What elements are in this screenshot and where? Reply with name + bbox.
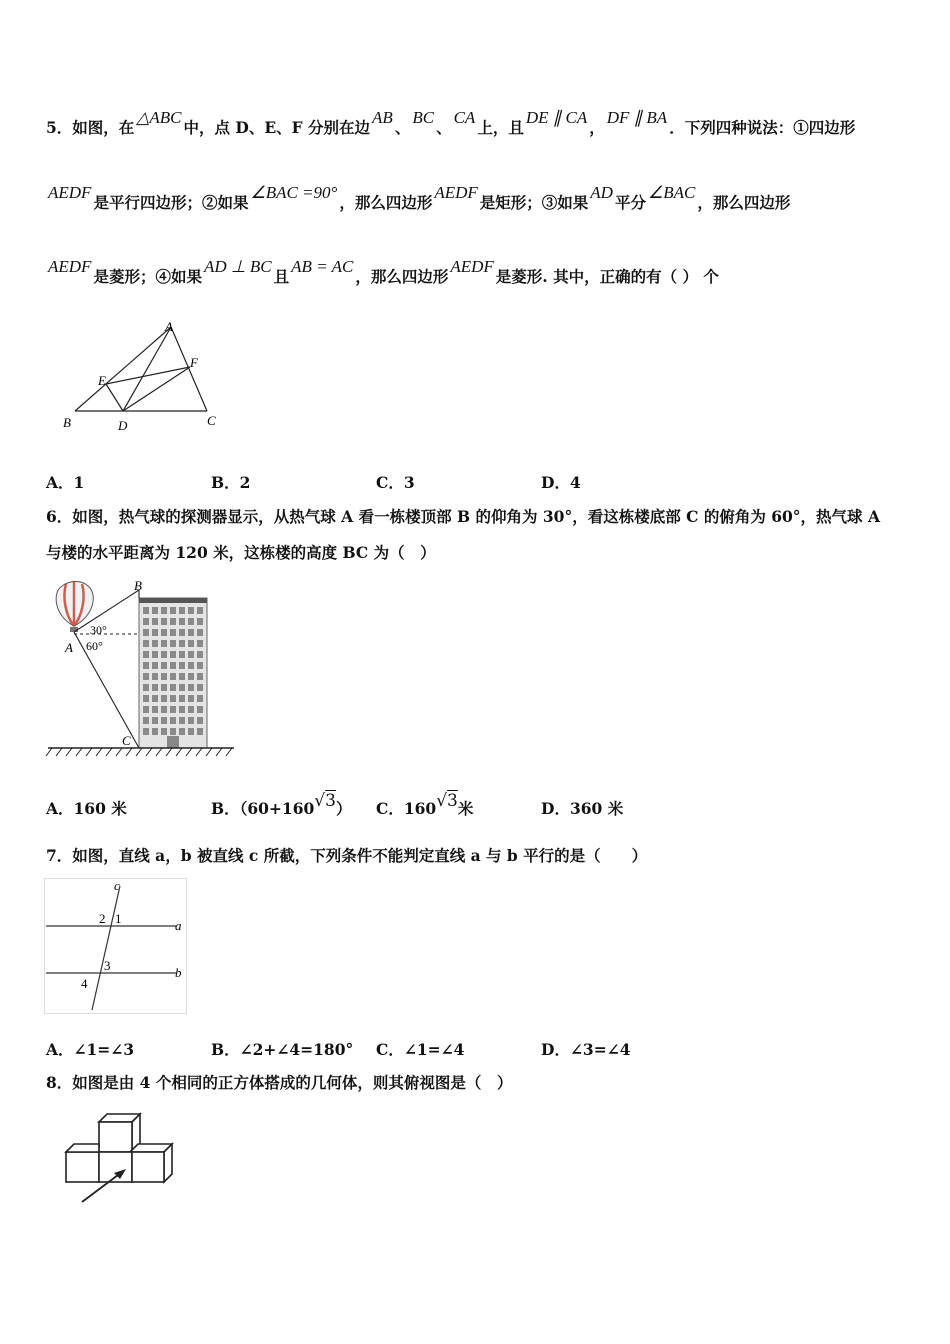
angle-label-2: 2	[99, 911, 106, 926]
building-window	[197, 728, 203, 735]
building-window	[152, 662, 158, 669]
option-b[interactable]: B．∠2+∠4=180°	[211, 1040, 354, 1059]
text: ，那么四边形	[697, 193, 791, 212]
text: C．160	[376, 799, 437, 818]
math: ∠BAC	[647, 183, 696, 202]
building-window	[161, 662, 167, 669]
q7-parallel-lines-figure	[44, 878, 189, 1016]
building-window	[170, 640, 176, 647]
building-window	[170, 706, 176, 713]
building-window	[152, 640, 158, 647]
text: 是菱形. 其中，正确的有（ ） 个	[495, 267, 719, 286]
q5-line-1	[46, 108, 856, 138]
text: 、	[394, 118, 411, 137]
angle-label-1: 1	[115, 911, 122, 926]
building-window	[188, 673, 194, 680]
math: DE ∥ CA	[525, 108, 588, 127]
building-window	[197, 607, 203, 614]
text: ，那么四边形	[339, 193, 433, 212]
building-window	[170, 618, 176, 625]
option-d[interactable]: D．∠3=∠4	[541, 1040, 631, 1059]
q5-line-3	[46, 257, 719, 287]
q5-triangle-figure	[55, 315, 235, 435]
building-window	[197, 651, 203, 658]
ground-hatch	[156, 748, 162, 756]
building-window	[143, 684, 149, 691]
math: DF ∥ BA	[606, 108, 668, 127]
building-window	[161, 618, 167, 625]
text: 5．如图，在	[46, 118, 135, 137]
building-window	[179, 717, 185, 724]
ground-hatch	[96, 748, 102, 756]
building-window	[179, 728, 185, 735]
option-a[interactable]: A．1	[46, 473, 85, 492]
building-window	[161, 651, 167, 658]
building-window	[170, 695, 176, 702]
building-window	[188, 629, 194, 636]
math: AB = AC	[291, 257, 354, 276]
text: 、	[436, 118, 452, 137]
text: 是矩形；③如果	[479, 193, 589, 212]
building-window	[179, 607, 185, 614]
building-window	[143, 629, 149, 636]
building-window	[161, 629, 167, 636]
building-window	[161, 607, 167, 614]
building-window	[179, 695, 185, 702]
math: ∠BAC =90°	[250, 183, 338, 202]
building-window	[152, 728, 158, 735]
ground-hatch	[196, 748, 202, 756]
building-window	[179, 673, 185, 680]
building-window	[152, 706, 158, 713]
text: 米	[457, 799, 474, 818]
building-window	[197, 717, 203, 724]
text: 上，且	[477, 118, 524, 137]
text: ）	[335, 799, 352, 818]
building-window	[179, 629, 185, 636]
building-window	[143, 728, 149, 735]
building-window	[188, 607, 194, 614]
building-window	[188, 706, 194, 713]
building-window	[161, 640, 167, 647]
q6-balloon-building-figure	[44, 578, 244, 763]
building-window	[170, 651, 176, 658]
text: 是平行四边形；②如果	[93, 193, 249, 212]
building-window	[161, 706, 167, 713]
option-c[interactable]	[376, 791, 474, 819]
text: B．（60+160	[211, 799, 315, 818]
building-window	[143, 662, 149, 669]
building-window	[179, 706, 185, 713]
building-window	[197, 673, 203, 680]
building-window	[179, 618, 185, 625]
math: AB	[372, 108, 393, 127]
building-window	[188, 618, 194, 625]
building-window	[143, 673, 149, 680]
sqrt-symbol: √3	[436, 791, 458, 811]
angle-60-label: 60°	[86, 639, 103, 653]
ground-hatch	[186, 748, 192, 756]
ground-hatch	[116, 748, 122, 756]
ground-hatch	[146, 748, 152, 756]
sqrt-symbol: √3	[314, 791, 336, 811]
building	[139, 598, 207, 748]
building-window	[152, 607, 158, 614]
q7-line-1: 7．如图，直线 a，b 被直线 c 所截，下列条件不能判定直线 a 与 b 平行的是（ ）	[46, 846, 648, 865]
ground-hatch	[206, 748, 212, 756]
building-window	[143, 640, 149, 647]
math: CA	[453, 108, 476, 127]
label-d: D	[118, 418, 128, 433]
ground-hatch	[216, 748, 222, 756]
building-window	[188, 684, 194, 691]
building-window	[152, 717, 158, 724]
q5-line-2	[46, 183, 791, 213]
ground-hatch	[136, 748, 142, 756]
building-window	[188, 728, 194, 735]
label-c: C	[207, 413, 216, 428]
building-window	[152, 673, 158, 680]
math: AD ⊥ BC	[203, 257, 272, 276]
text: ．下列四种说法：①四边形	[669, 118, 856, 137]
building-window	[197, 706, 203, 713]
ground-hatch	[106, 748, 112, 756]
radicand: 3	[447, 791, 458, 811]
ground-hatch	[226, 748, 232, 756]
building-window	[188, 651, 194, 658]
label-a: A	[165, 319, 173, 334]
math: △ABC	[136, 108, 182, 127]
option-d[interactable]: D．360 米	[541, 799, 624, 818]
building-window	[197, 618, 203, 625]
text: 平分	[614, 193, 646, 212]
angle-label-4: 4	[81, 976, 88, 991]
option-c[interactable]: C．3	[376, 473, 415, 492]
building-window	[161, 673, 167, 680]
option-b[interactable]	[211, 791, 352, 819]
angle-30-label: 30°	[90, 623, 107, 637]
q6-line-2: 与楼的水平距离为 120 米，这栋楼的高度 BC 为（ ）	[46, 543, 436, 562]
building-window	[161, 684, 167, 691]
label-f: F	[190, 355, 198, 370]
option-b[interactable]: B．2	[211, 473, 251, 492]
building-window	[197, 629, 203, 636]
ground-hatch	[76, 748, 82, 756]
building-window	[152, 695, 158, 702]
building-window	[179, 651, 185, 658]
building-window	[170, 717, 176, 724]
building-window	[152, 618, 158, 625]
building-window	[161, 728, 167, 735]
ground-hatch	[126, 748, 132, 756]
building-window	[143, 618, 149, 625]
math: AEDF	[434, 183, 478, 202]
text: ，	[589, 118, 605, 137]
ground-hatch	[46, 748, 52, 756]
building-window	[152, 684, 158, 691]
angle-label-3: 3	[104, 958, 111, 973]
option-a[interactable]: A．∠1=∠3	[46, 1040, 135, 1059]
building-window	[197, 684, 203, 691]
ground-hatch	[66, 748, 72, 756]
q6-line-1: 6．如图，热气球的探测器显示，从热气球 A 看一栋楼顶部 B 的仰角为 30°，看这栋楼底部 C 的俯角为 60°，热气球 A	[46, 507, 880, 526]
label-e: E	[98, 373, 106, 388]
building-window	[170, 673, 176, 680]
ground-hatch	[176, 748, 182, 756]
math: AEDF	[48, 183, 92, 202]
building-window	[179, 640, 185, 647]
math: AEDF	[450, 257, 494, 276]
building-window	[170, 728, 176, 735]
building-window	[161, 717, 167, 724]
building-window	[197, 640, 203, 647]
building-window	[179, 684, 185, 691]
building-window	[188, 695, 194, 702]
text: 中，点 D、E、F 分别在边	[183, 118, 371, 137]
text: 且	[273, 267, 290, 286]
ground-hatch	[56, 748, 62, 756]
text: 是菱形；④如果	[93, 267, 202, 286]
q8-line-1: 8．如图是由 4 个相同的正方体搭成的几何体，则其俯视图是（ ）	[46, 1073, 513, 1092]
building-window	[188, 640, 194, 647]
option-a[interactable]: A．160 米	[46, 799, 127, 818]
building-window	[152, 629, 158, 636]
building-window	[197, 695, 203, 702]
building-window	[170, 629, 176, 636]
option-d[interactable]: D．4	[541, 473, 581, 492]
option-c[interactable]: C．∠1=∠4	[376, 1040, 465, 1059]
building-window	[143, 607, 149, 614]
math: AEDF	[48, 257, 92, 276]
building-window	[188, 717, 194, 724]
label-c: c	[114, 878, 120, 893]
label-b: B	[134, 578, 142, 593]
building-window	[170, 684, 176, 691]
radicand: 3	[325, 791, 336, 811]
building-window	[143, 706, 149, 713]
ground-hatch	[86, 748, 92, 756]
building-window	[170, 607, 176, 614]
text: ，那么四边形	[355, 267, 449, 286]
building-window	[179, 662, 185, 669]
building-window	[188, 662, 194, 669]
math: AD	[590, 183, 613, 202]
label-b: b	[175, 965, 182, 980]
q8-cubes-figure	[62, 1110, 192, 1210]
building-window	[152, 651, 158, 658]
building-window	[143, 717, 149, 724]
math: BC	[412, 108, 435, 127]
label-a: A	[65, 640, 73, 655]
building-window	[197, 662, 203, 669]
label-b: B	[63, 415, 71, 430]
building-window	[143, 651, 149, 658]
ground-hatch	[166, 748, 172, 756]
building-window	[161, 695, 167, 702]
building-window	[143, 695, 149, 702]
hot-air-balloon-icon	[56, 581, 93, 632]
label-c: C	[122, 733, 131, 748]
building-window	[170, 662, 176, 669]
label-a: a	[175, 918, 182, 933]
